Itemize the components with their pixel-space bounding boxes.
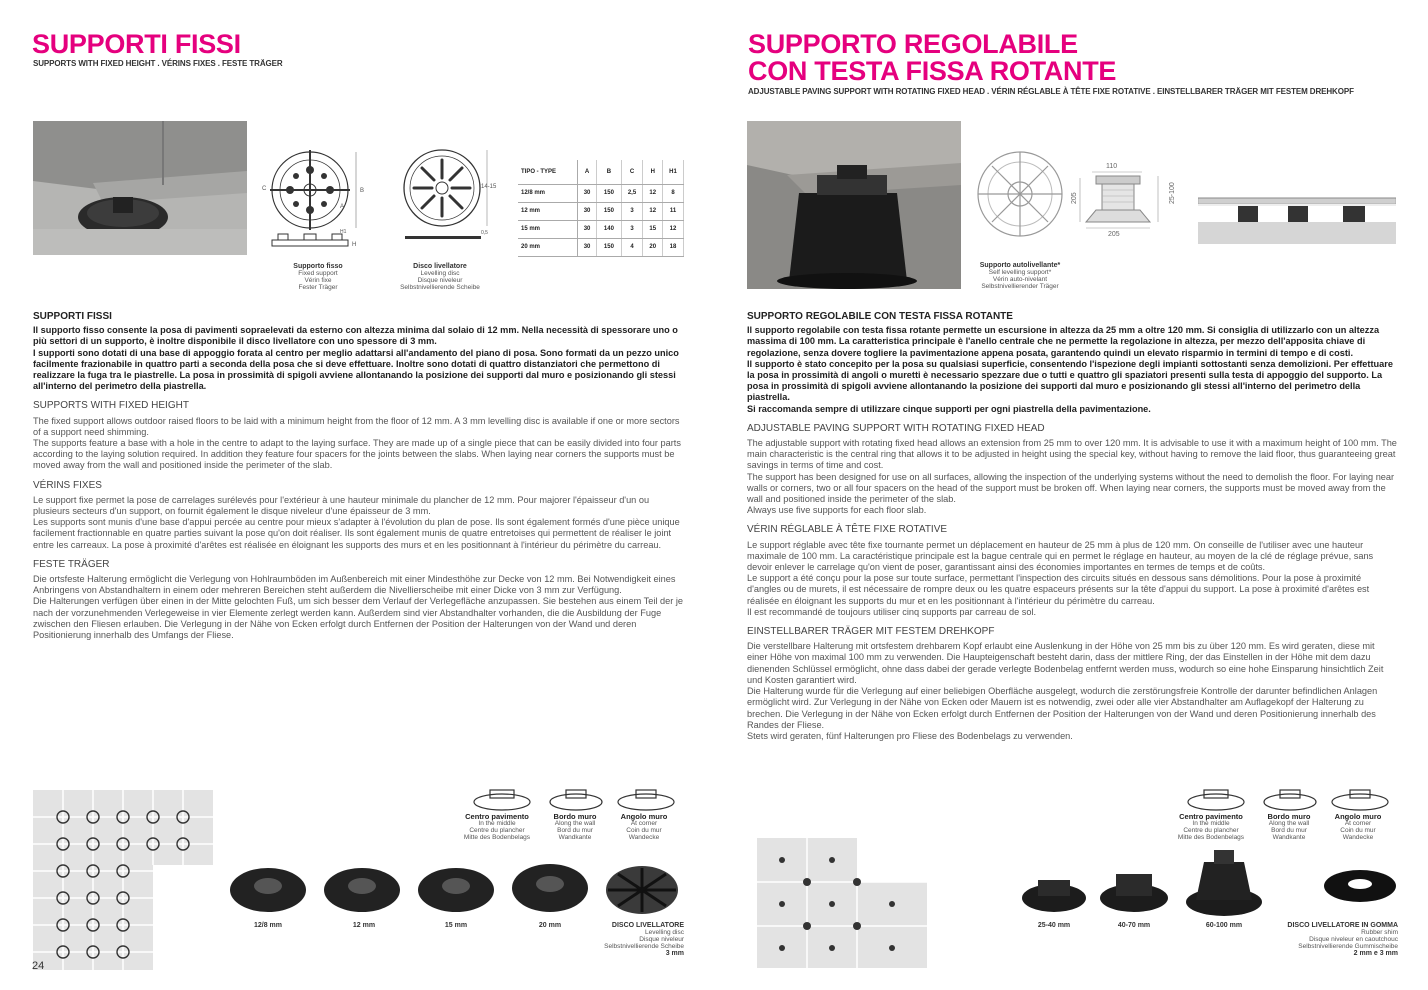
- product-label-40-70: 40-70 mm: [1117, 922, 1151, 929]
- paragraph-fr-3: Il est recommandé de toujours utiliser cinq supports par carreau de sol.: [747, 606, 1037, 617]
- paragraph-fr-2: Le support a été conçu pour la pose sur toute surface, permettant l'inspection des circuits situés en dessous sans démolitions. Pour la pose à proximité d'angles ou de murets, il est nécessaire de rompre deux ou les quatre espaceurs présents sur la tête d'appui du support. La pose à proximité d'arêtes est réalisée en éloignant les supports du mur et en les positionnant à l'intérieur du périmètre du carreau.: [747, 573, 1370, 606]
- section-heading-en: SUPPORTS WITH FIXED HEIGHT: [33, 400, 189, 412]
- product-photos: [228, 862, 688, 927]
- installation-section-drawing: [1198, 188, 1396, 249]
- position-caption-corner: Angolo muro At corner Coin du mur Wandecke: [620, 812, 668, 841]
- adjustable-support-photo: [747, 121, 961, 289]
- position-caption-wall: Bordo muro Along the wall Bord du mur Wandkante: [553, 812, 597, 841]
- svg-text:205: 205: [1071, 192, 1078, 204]
- paragraph-it-2: I supporti sono dotati di una base di appoggio forata al centro per meglio adattarsi all'andamento del piano di posa. Sono formati da un pezzo unico facilmente frazionabile in quattro parti a seconda della posa che si deve effettuare. Inoltre sono dotati di quattro distanziatori che permettono di realizzare la fuga tra le piastrelle. La posa in prossimità di spigoli avviene allontanando la posizione dei supporti dal muro e posizionando gli stessi all'interno del perimetro della piastrella.: [33, 347, 679, 392]
- position-caption-middle: Centro pavimento In the middle Centre du plancher Mitte des Bodenbelags: [463, 812, 531, 841]
- tile-layout-grid: [747, 838, 927, 973]
- page-subtitle: ADJUSTABLE PAVING SUPPORT WITH ROTATING FIXED HEAD . VÉRIN RÉGLABLE À TÊTE FIXE ROTATIVE . EINSTELLBARER TRÄGER MIT FESTEM DREHKOPF: [748, 87, 1354, 96]
- paragraph-en: The adjustable support with rotating fixed head allows an extension from 25 mm to over 120 mm. It is advisable to use it with a maximum height of 100 mm. The main characteristic is the central ring that allows it to be adjusted in height using the special key, without having to remove the laid floor, thus guaranteeing great savings in terms of time and cost.: [747, 438, 1397, 471]
- fixed-support-drawing: [260, 148, 375, 263]
- paragraph-it: Il supporto regolabile con testa fissa rotante permette un escursione in altezza da 25 mm a oltre 120 mm. Si consiglia di utilizzarlo con un altezza massima di 100 mm. La caratteristica principale è l'anello centrale che ne permette la regolazione in altezza, per mezzo dell'apposita chiave di regolazione, senza dovere togliere la pavimentazione appena posata, garantendo quindi un elevato risparmio in termini di tempo e di costi.: [747, 325, 1380, 358]
- paragraph-it-2: Il supporto è stato concepito per la posa su qualsiasi superficie, consentendo l'ispezione degli impianti sottostanti senza demolizioni. Per effettuare la posa in prossimità di angoli o muretti è necessario spezzare due o tutti e quattro gli spaziatori presenti sulla testa di appoggio del supporto. La posa in prossimità di spigoli avviene allontanando la posizione dei supporti dal muro e posizionando gli stessi all'interno del perimetro della piastrella.: [747, 358, 1393, 403]
- product-label-20: 20 mm: [538, 922, 562, 929]
- product-label-12-8: 12/8 mm: [253, 922, 283, 929]
- table-header-row: [518, 160, 684, 184]
- table-row: 20 mm 30 150 4 20 18: [518, 238, 684, 256]
- table-header: A: [577, 160, 597, 184]
- product-label-15: 15 mm: [444, 922, 468, 929]
- product-label-60-100: 60-100 mm: [1205, 922, 1243, 929]
- svg-text:205: 205: [1108, 231, 1120, 238]
- paragraph-fr: Le support réglable avec tête fixe tournante permet un déplacement en hauteur de 25 mm à plus de 120 mm. On conseille de l'utiliser avec une hauteur maximale de 100 mm. La caractéristique principale est la bague centrale qui en permet le réglage en hauteur, au moyen de la clé de réglage prévue, sans devoir enlever le carrelage qu'on vient de poser, garantissant ainsi des économies importantes en termes de temps et de coûts.: [747, 539, 1374, 573]
- svg-text:14-15: 14-15: [481, 184, 497, 190]
- paragraph-de-2: Die Halterung wurde für die Verlegung auf einer beliebigen Oberfläche ausgelegt, wodurch die zerstörungsfreie Kontrolle der darunter befindlichen Anlagen ermöglicht wird. Zur Verlegung in der Nähe von Ecken oder Mauern ist es notwendig, zwei oder alle vier Abstandhalter am Auflagekopf der Halterung zu brechen. Die Verlegung in der Nähe von Ecken erfolgt durch Entfernen der Position der Halterungen von der Wand und deren Positionierung innerhalb des Randes der Fliese.: [747, 686, 1378, 730]
- svg-text:0,5: 0,5: [481, 230, 488, 236]
- body-text-left: [33, 311, 683, 641]
- page-title: SUPPORTI FISSI: [32, 29, 241, 59]
- adjustable-support-side-drawing: [1066, 158, 1176, 243]
- section-heading-it: SUPPORTO REGOLABILE CON TESTA FISSA ROTANTE: [747, 311, 1013, 322]
- svg-text:H1: H1: [340, 229, 347, 235]
- paragraph-de-3: Stets wird geraten, fünf Halterungen pro Fliese des Bodenbelags zu verwenden.: [747, 730, 1073, 741]
- table-row: 12 mm 30 150 3 12 11: [518, 202, 684, 220]
- tile-layout-grid: [33, 790, 213, 975]
- paragraph-it: Il supporto fisso consente la posa di pavimenti sopraelevati da esterno con altezza minima dal solaio di 12 mm. Nella necessità di spessorare uno o più settori di un supporto, è inoltre disponibile il disco livellatore con uno spessore di 3 mm.: [33, 325, 678, 347]
- paragraph-en-2: The support has been designed for use on all surfaces, allowing the inspection of the underlying systems without the need to demolish the floor. For laying near walls or corners, two or all four spacers on the head of the support must be broken off. When laying near corners, the supports must be moved away from the wall and positioned inside the perimeter of the slab.: [747, 471, 1395, 505]
- svg-text:C: C: [262, 186, 267, 192]
- page-title-line-1: SUPPORTO REGOLABILE: [748, 29, 1078, 59]
- svg-text:B: B: [360, 188, 365, 194]
- section-heading-it: SUPPORTI FISSI: [33, 311, 112, 322]
- table-header: B: [597, 160, 621, 184]
- section-heading-de: FESTE TRÄGER: [33, 558, 110, 570]
- page-subtitle: SUPPORTS WITH FIXED HEIGHT . VÉRINS FIXES . FESTE TRÄGER: [33, 59, 283, 68]
- levelling-disc-caption: Disco livellatore Levelling disc Disque niveleur Selbstnivellierende Scheibe: [400, 263, 480, 291]
- paragraph-fr-2: Les supports sont munis d'une base d'appui percée au centre pour mieux s'adapter à l'évolution du plan de pose. Ils sont également formés d'une pièce unique facilement fractionnable en quatre parties suivant la pose qu'on doit réaliser. Ils sont également munis de quatre entretoises qui permettent de réaliser le joint entre les carreaux. La pose à proximité d'arêtes est réalisée en éloignant les supports des murs et en les positionnant à l'intérieur du périmètre du carreau.: [33, 517, 680, 550]
- svg-text:25-100: 25-100: [1169, 182, 1176, 204]
- product-label-12: 12 mm: [352, 922, 376, 929]
- paragraph-en-3: Always use five supports for each floor slab.: [747, 505, 927, 516]
- section-heading-en: ADJUSTABLE PAVING SUPPORT WITH ROTATING FIXED HEAD: [747, 422, 1045, 434]
- body-text-right: [747, 311, 1397, 742]
- svg-text:H: H: [352, 242, 357, 248]
- fixed-support-caption: Supporto fisso Fixed support Vérin fixe Fester Träger: [293, 263, 343, 291]
- paragraph-en-2: The supports feature a base with a hole in the centre to adapt to the laying surface. They are made up of a single piece that can be easily divided into four parts according to the laying solution required. In addition they feature four spacers for the joints between the slabs. When laying near corners the supports must be moved away from the wall and positioned inside the perimeter of the slab.: [33, 438, 681, 471]
- paragraph-it-3: Si raccomanda sempre di utilizzare cinque supporti per ogni piastrella della pavimentazione.: [747, 403, 1151, 414]
- paragraph-de-2: Die Halterungen verfügen über einen in der Mitte gelochten Fuß, um sich besser dem Verlauf der Verlegefläche anzupassen. Sie bestehen aus einem Teil der je nach der vorzunehmenden Verlegeweise in vier Elemente zerlegt werden kann. Außerdem sind vier Abstandhalter vorhanden, die die Ausbildung der Fuge zwischen den Fliesen erlauben. Die Verlegung in der Nähe von Ecken erfolgt durch Entfernen der Position der Halterungen von der Wand und deren Positionierung innerhalb des Umfangs der Fliese.: [33, 596, 683, 641]
- position-caption-corner: Angolo muro At corner Coin du mur Wandecke: [1334, 812, 1382, 841]
- page-title-line-2: CON TESTA FISSA ROTANTE: [748, 56, 1117, 86]
- spec-table: [518, 160, 684, 257]
- table-row: 15 mm 30 140 3 15 12: [518, 220, 684, 238]
- svg-text:110: 110: [1106, 163, 1118, 170]
- paragraph-de: Die verstellbare Halterung mit ortsfestem drehbarem Kopf erlaubt eine Auslenkung in der Höhe von 25 mm bis zu über 120 mm. Es wird geraten, diese mit einer Höhe von maximal 100 mm zu verwenden. Die Haupteigenschaft besteht darin, dass der mittlere Ring, der das Einstellen in der Höhe mit dem dazu dienenden Schlüssel ermöglicht, ohne dass dabei der gerade verlegte Bodenbelag entfernt werden muss, wodurch so eine hohe Einsparung hinsichtlich Zeit und Kosten garantiert wird.: [747, 641, 1384, 685]
- adjustable-support-caption: Supporto autolivellante* Self levelling support* Vérin auto-nivelant Selbstnivellierender Träger: [979, 262, 1061, 290]
- table-row: 12/8 mm 30 150 2,5 12 8: [518, 184, 684, 202]
- product-photos: [1020, 850, 1400, 925]
- table-header: H1: [663, 160, 684, 184]
- fixed-support-photo: [33, 121, 247, 255]
- rubber-shim-caption: DISCO LIVELLATORE IN GOMMA Rubber shim Disque niveleur en caoutchouc Selbstnivellierende Gummischeibe 2 mm e 3 mm: [1287, 922, 1398, 957]
- section-heading-fr: VÉRIN RÉGLABLE À TÊTE FIXE ROTATIVE: [747, 524, 948, 536]
- paragraph-fr: Le support fixe permet la pose de carrelages surélevés pour l'extérieur à une hauteur minimale du plancher de 12 mm. Pour majorer l'épaisseur d'un ou plusieurs secteurs d'un support, on fournit également le disque niveleur d'une épaisseur de 3 mm.: [33, 494, 650, 517]
- svg-text:A: A: [340, 204, 345, 210]
- table-header: H: [643, 160, 663, 184]
- disc-product-caption: DISCO LIVELLATORE Levelling disc Disque niveleur Selbstnivellierende Scheibe 3 mm: [604, 922, 684, 957]
- table-header: TIPO - TYPE: [518, 160, 577, 184]
- product-label-25-40: 25-40 mm: [1037, 922, 1071, 929]
- position-caption-wall: Bordo muro Along the wall Bord du mur Wandkante: [1267, 812, 1311, 841]
- paragraph-en: The fixed support allows outdoor raised floors to be laid with a minimum height from the floor of 12 mm. A 3 mm levelling disc is available if one or more sectors of a support need shimming.: [33, 415, 680, 437]
- section-heading-de: EINSTELLBARER TRÄGER MIT FESTEM DREHKOPF: [747, 626, 995, 638]
- levelling-disc-drawing: [395, 148, 505, 253]
- position-caption-middle: Centro pavimento In the middle Centre du plancher Mitte des Bodenbelags: [1177, 812, 1245, 841]
- right-page: [714, 0, 1428, 990]
- adjustable-support-drawing: [972, 146, 1072, 261]
- table-header: C: [621, 160, 643, 184]
- page-number: 24: [32, 960, 45, 972]
- paragraph-de: Die ortsfeste Halterung ermöglicht die Verlegung von Hohlraumböden im Außenbereich mit einer Mindesthöhe zur Decke von 12 mm. Bei Notwendigkeit eines Anbringens von Abstandhaltern in einem oder mehreren Bereichen steht außerdem die Nivellierscheibe mit einer Dicke von 3 mm zur Verfügung.: [33, 574, 676, 596]
- section-heading-fr: VÉRINS FIXES: [33, 479, 102, 491]
